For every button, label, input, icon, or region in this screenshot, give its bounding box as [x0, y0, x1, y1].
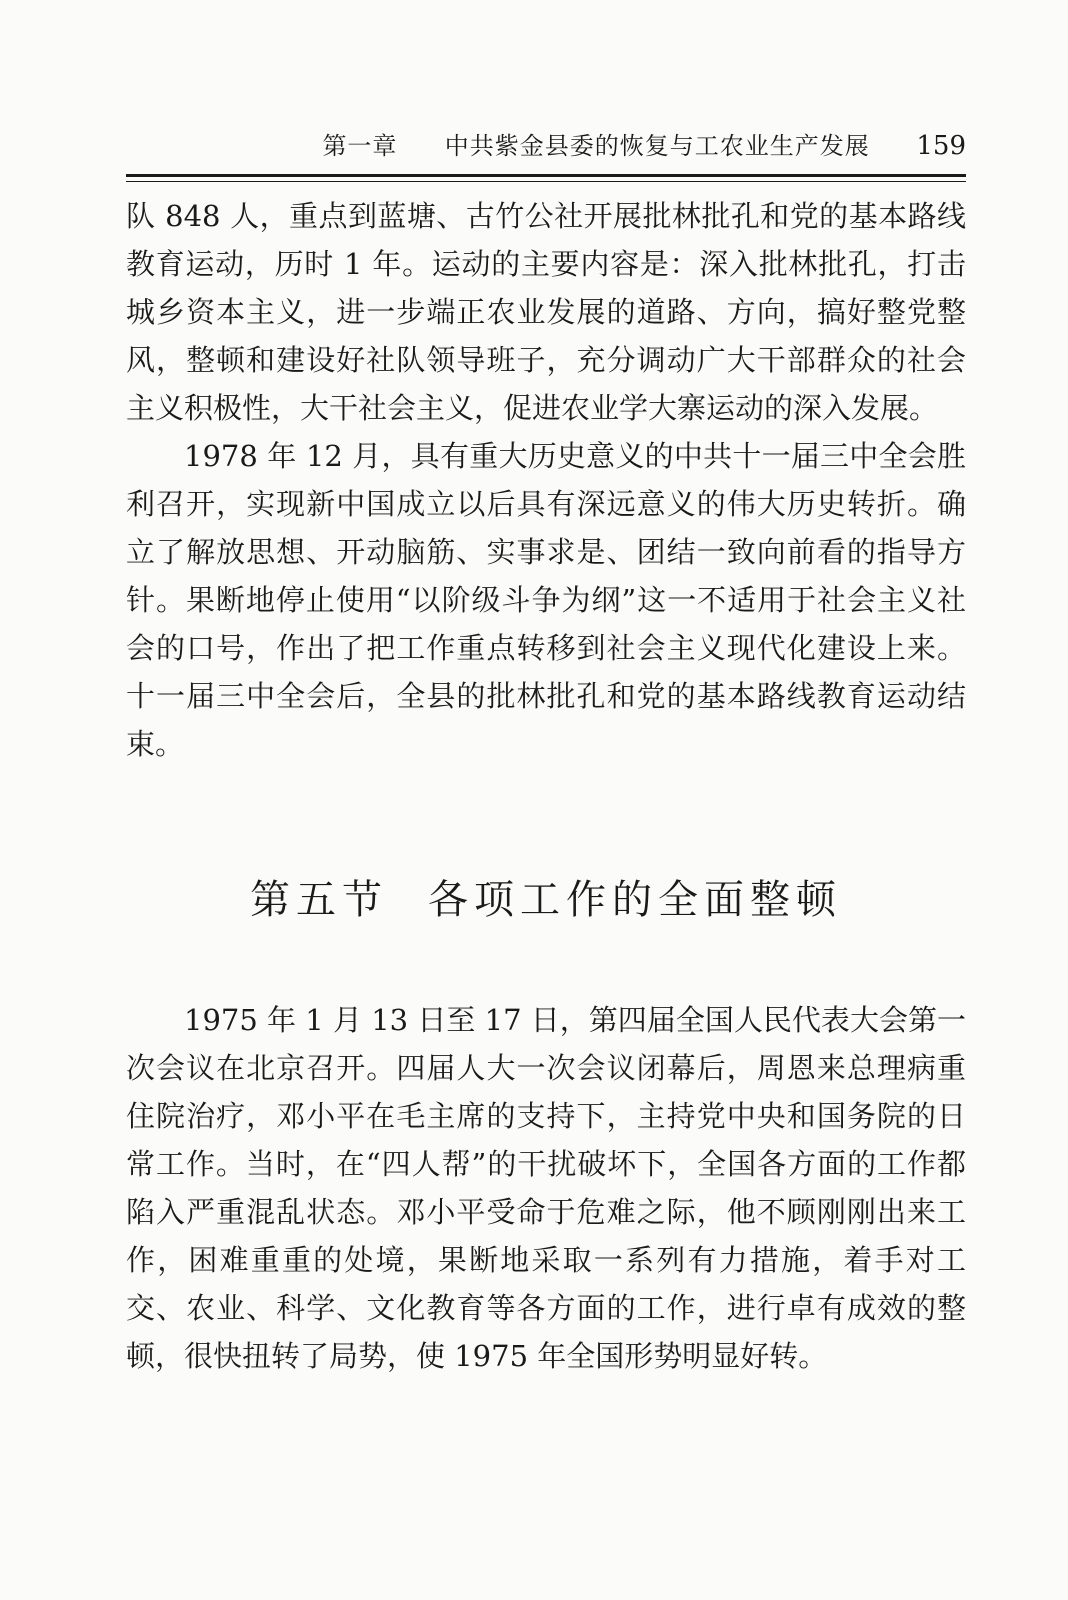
body-text-top [126, 192, 966, 768]
section-number: 第五节 [250, 877, 388, 923]
paragraph-1975: 1975 年 1 月 13 日至 17 日，第四届全国人民代表大会第一次会议在北京召开。四届人大一次会议闭幕后，周恩来总理病重住院治疗，邓小平在毛主席的支持下，主持党中央和国务院的日常工作。当时，在“四人帮”的干扰破坏下，全国各方面的工作都陷入严重混乱状态。邓小平受命于危难之际，他不顾刚刚出来工作，困难重重的处境，果断地采取一系列有力措施，着手对工交、农业、科学、文化教育等各方面的工作，进行卓有成效的整顿，很快扭转了局势，使 1975 年全国形势明显好转。 [126, 1003, 966, 1373]
paragraph-continued: 队 848 人，重点到蓝塘、古竹公社开展批林批孔和党的基本路线教育运动，历时 1 年。运动的主要内容是：深入批林批孔，打击城乡资本主义，进一步端正农业发展的道路、方向，搞好整党整风，整顿和建设好社队领导班子，充分调动广大干部群众的社会主义积极性，大干社会主义，促进农业学大寨运动的深入发展。 [126, 199, 966, 425]
chapter-title: 中共紫金县委的恢复与工农业生产发展 [444, 132, 870, 160]
section-heading [126, 870, 966, 930]
header-rule-thin [126, 181, 966, 182]
chapter-label: 第一章 [322, 132, 398, 160]
running-header [126, 126, 966, 166]
section-title-text: 各项工作的全面整顿 [428, 877, 842, 923]
paragraph-third-plenum: 1978 年 12 月，具有重大历史意义的中共十一届三中全会胜利召开，实现新中国成立以后具有深远意义的伟大历史转折。确立了解放思想、开动脑筋、实事求是、团结一致向前看的指导方针。果断地停止使用“以阶级斗争为纲”这一不适用于社会主义社会的口号，作出了把工作重点转移到社会主义现代化建设上来。十一届三中全会后，全县的批林批孔和党的基本路线教育运动结束。 [126, 439, 966, 761]
body-text-bottom [126, 996, 966, 1380]
page-number: 159 [916, 131, 966, 161]
header-rule [126, 174, 966, 177]
